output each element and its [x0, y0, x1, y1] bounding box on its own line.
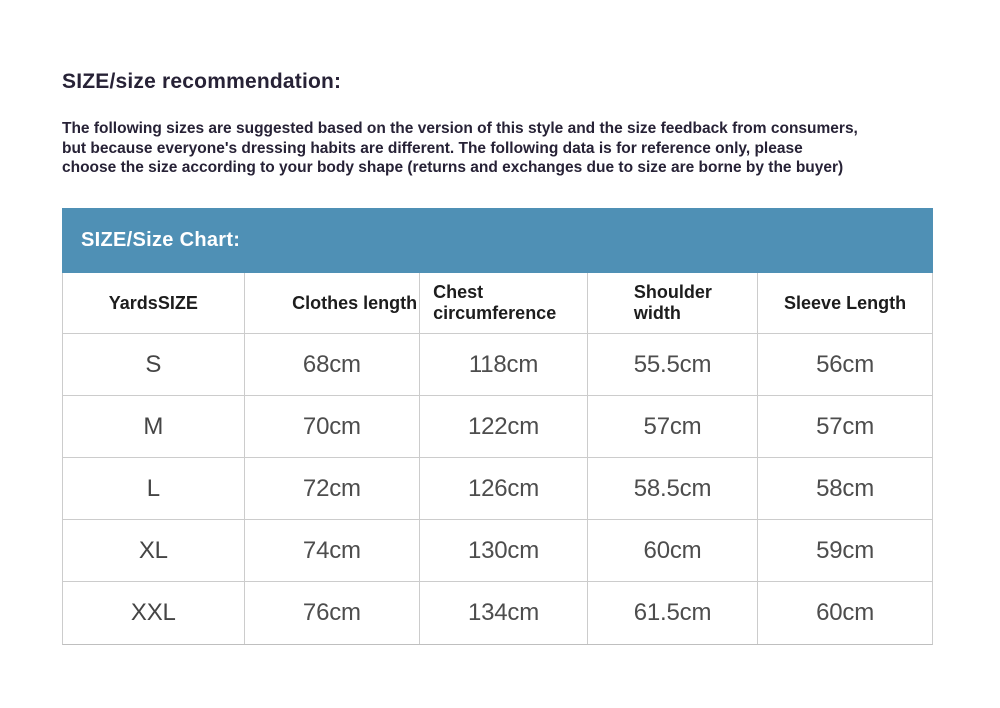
cell-clothes-length: 68cm: [245, 334, 421, 395]
column-header-yards-size: [63, 273, 245, 333]
intro-line-1: The following sizes are suggested based on the version of this style and the size feedback from consumers,: [62, 120, 858, 137]
column-header-label: YardsSIZE: [108, 292, 198, 313]
cell-sleeve-length: 60cm: [816, 599, 874, 626]
column-header-label: Clothes length: [292, 292, 418, 313]
column-header-label: Chest: [433, 282, 484, 302]
table-row-size-m: [63, 395, 932, 457]
cell-shoulder-width: 58.5cm: [588, 458, 758, 519]
cell-sleeve-length: 59cm: [816, 536, 874, 564]
size-chart-table: [62, 273, 933, 645]
cell-chest-circumference: 126cm: [420, 458, 588, 519]
column-header-shoulder-width: [588, 273, 758, 333]
cell-size: XXL: [63, 582, 245, 644]
cell-shoulder-width: 57cm: [588, 396, 758, 457]
table-header-row: [63, 273, 932, 333]
table-row-size-xl: [63, 519, 932, 581]
table-row-size-xxl: [63, 581, 932, 644]
column-header-sleeve-length: [758, 273, 932, 333]
table-row-size-l: [63, 457, 932, 519]
column-header-label: Sleeve Length: [784, 292, 907, 313]
cell-chest-circumference: 134cm: [420, 582, 588, 644]
cell-clothes-length: 76cm: [245, 582, 421, 644]
cell-size: S: [63, 334, 245, 395]
column-header-label-line2: width: [633, 303, 681, 323]
cell-shoulder-width: 61.5cm: [588, 582, 758, 644]
intro-line-3: choose the size according to your body shape (returns and exchanges due to size are borne by the buyer): [62, 159, 844, 176]
cell-clothes-length: 74cm: [245, 520, 421, 581]
cell-shoulder-width: 55.5cm: [588, 334, 758, 395]
cell-size: M: [63, 396, 245, 457]
cell-clothes-length: 72cm: [245, 458, 421, 519]
size-chart-header-title: SIZE/Size Chart:: [81, 229, 241, 251]
table-row-size-s: [63, 333, 932, 395]
size-chart-header-bar: [62, 208, 933, 273]
cell-size: L: [63, 458, 245, 519]
cell-chest-circumference: 118cm: [420, 334, 588, 395]
intro-line-2: but because everyone's dressing habits are different. The following data is for reference only, please: [62, 139, 803, 157]
column-header-clothes-length: [245, 273, 421, 333]
column-header-chest-circumference: [420, 273, 588, 333]
cell-shoulder-width: 60cm: [588, 520, 758, 581]
cell-size: XL: [63, 520, 245, 581]
cell-chest-circumference: 122cm: [420, 396, 588, 457]
cell-sleeve-length: 57cm: [816, 412, 874, 440]
cell-sleeve-length: 58cm: [816, 474, 874, 502]
cell-clothes-length: 70cm: [245, 396, 421, 457]
page-title: SIZE/size recommendation:: [62, 70, 342, 93]
cell-sleeve-length: 56cm: [816, 350, 874, 378]
intro-paragraph: [62, 119, 962, 178]
column-header-label-line2: circumference: [433, 303, 557, 323]
column-header-label: Shoulder: [633, 282, 712, 302]
cell-chest-circumference: 130cm: [420, 520, 588, 581]
